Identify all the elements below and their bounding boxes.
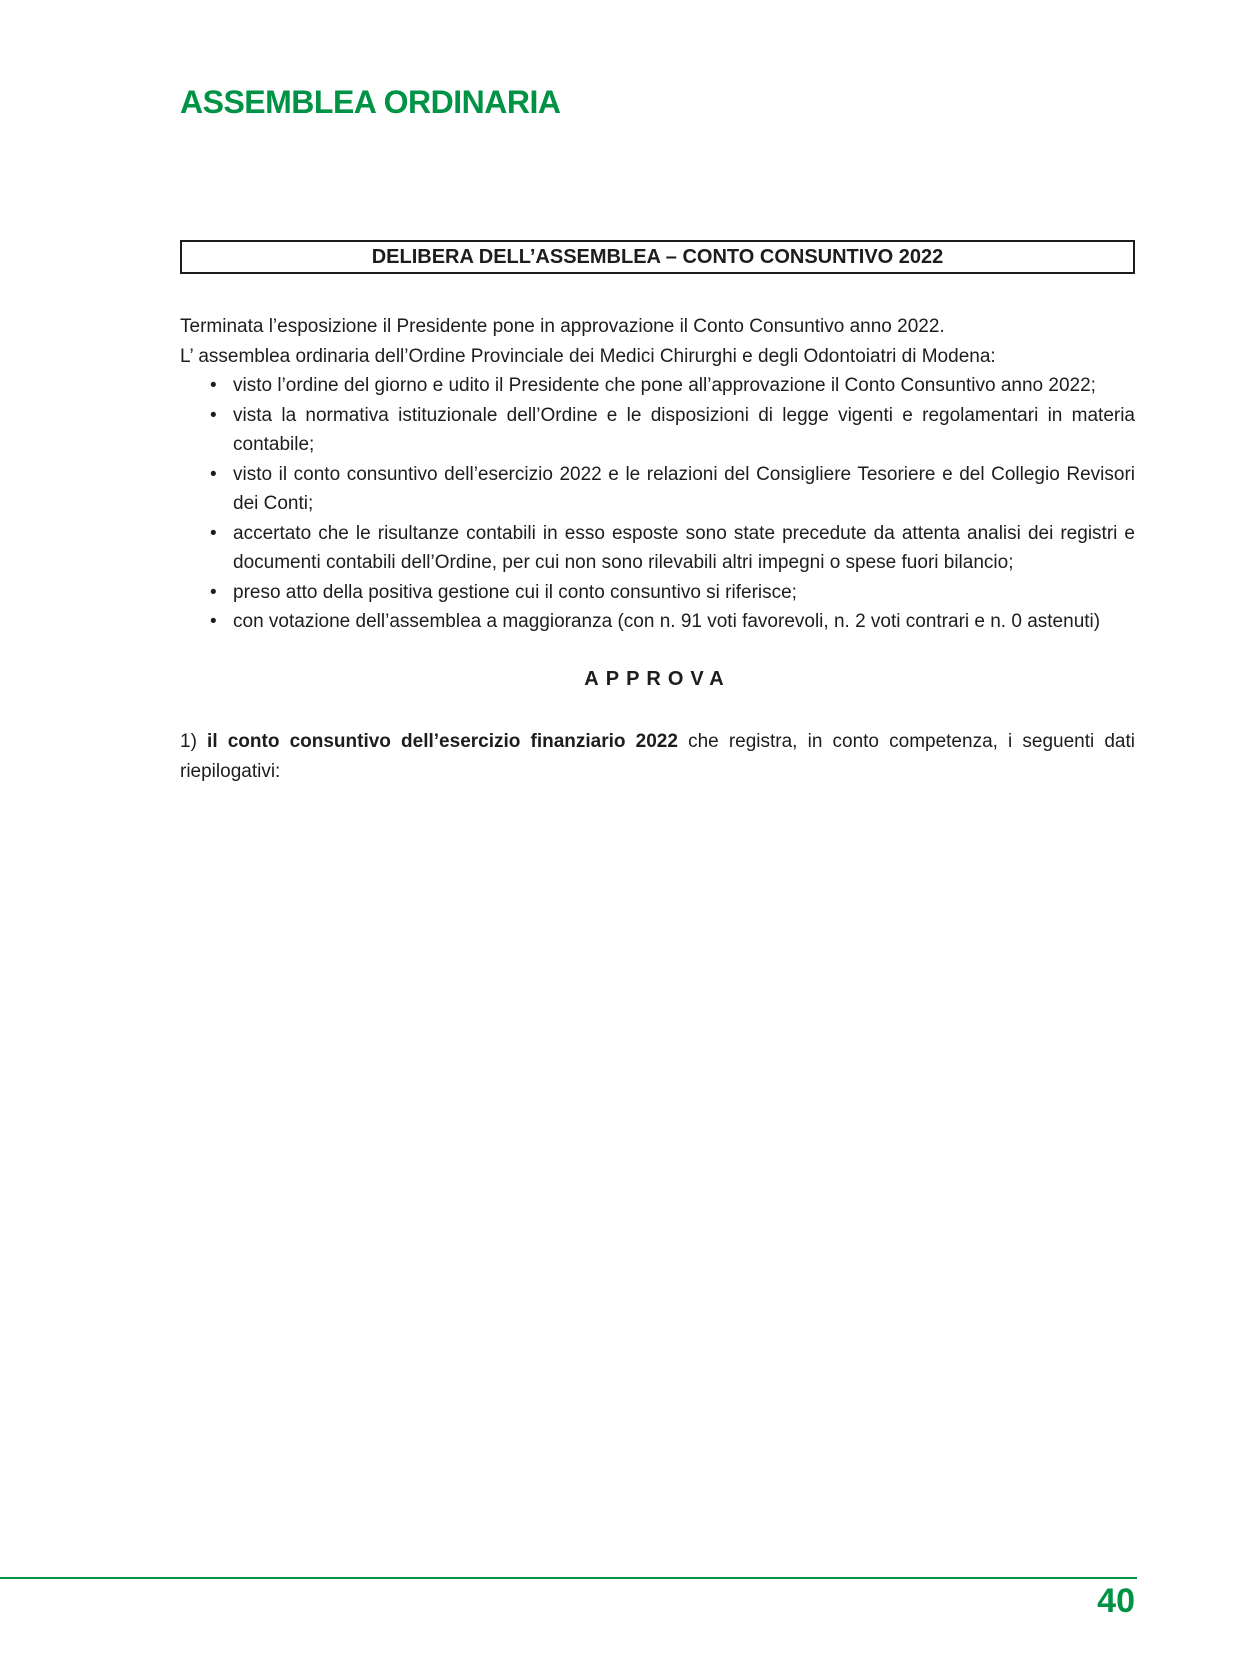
item-1-bold-text: il conto consuntivo dell’esercizio finanziario 2022 [207,731,678,752]
list-item: • vista la normativa istituzionale dell’Ordine e le disposizioni di legge vigenti e regolamentari in materia contabile; [233,401,1135,460]
page-title: ASSEMBLEA ORDINARIA [180,84,561,120]
approva-heading: APPROVA [584,668,731,690]
section-title-box [180,240,1135,274]
section-title: DELIBERA DELL’ASSEMBLEA – CONTO CONSUNTIVO 2022 [371,245,944,268]
list-item: • visto il conto consuntivo dell’esercizio 2022 e le relazioni del Consigliere Tesoriere e del Collegio Revisori dei Conti; [233,460,1135,519]
document-body [180,312,1135,637]
list-item: • con votazione dell’assemblea a maggioranza (con n. 91 voti favorevoli, n. 2 voti contrari e n. 0 astenuti) [233,607,1135,637]
list-item: • preso atto della positiva gestione cui il conto consuntivo si riferisce; [233,578,1135,608]
footer-divider [0,1577,1137,1579]
considerations-list [180,371,1135,637]
list-item: • accertato che le risultanze contabili in esso esposte sono state precedute da attenta analisi dei registri e documenti contabili dell’Ordine, per cui non sono rilevabili altri impegni o spese fuori bilancio; [233,519,1135,578]
page-number: 40 [1097,1582,1135,1620]
item-1-number: 1) [180,731,197,752]
intro-line-2: L’ assemblea ordinaria dell’Ordine Provinciale dei Medici Chirurghi e degli Odontoiatri di Modena: [180,345,996,367]
list-item: • visto l’ordine del giorno e udito il Presidente che pone all’approvazione il Conto Consuntivo anno 2022; [233,371,1135,401]
intro-line-1: Terminata l’esposizione il Presidente pone in approvazione il Conto Consuntivo anno 2022. [180,316,945,337]
item-1-text: che registra, in conto competenza, i seguenti dati riepilogativi: [180,731,1135,782]
item-1-paragraph [180,727,1135,786]
